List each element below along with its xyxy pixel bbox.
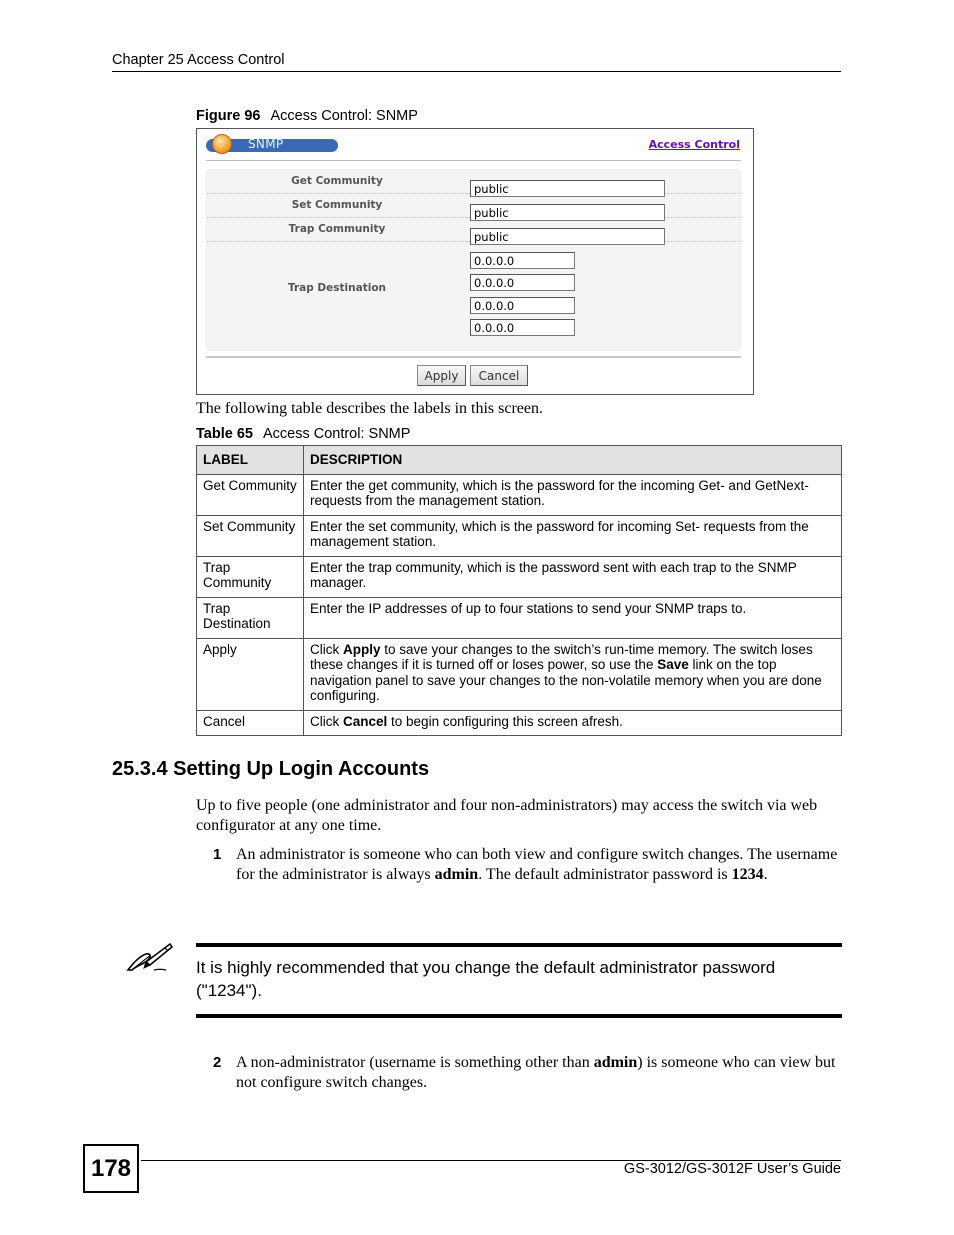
row-description xyxy=(304,710,842,736)
row-description xyxy=(304,638,842,710)
page-number: 178 xyxy=(83,1144,139,1193)
guide-title: GS-3012/GS-3012F User’s Guide xyxy=(623,1161,841,1177)
set-community-input[interactable]: public xyxy=(470,204,665,221)
access-control-link[interactable]: Access Control xyxy=(648,138,740,151)
form-row-trap-community xyxy=(207,218,740,242)
table-label: Table 65 xyxy=(196,426,253,442)
table-row xyxy=(197,556,842,597)
table-intro: The following table describes the labels in this screen. xyxy=(196,400,544,417)
note-text: It is highly recommended that you change the default administrator password ("1234"). xyxy=(196,958,776,1000)
row-label: Trap Destination xyxy=(197,597,304,638)
step-text-part: An administrator is someone who can both view and configure switch changes. The username for the administrator is always xyxy=(236,846,838,883)
running-header: Chapter 25 Access Control xyxy=(112,52,285,68)
desc-text: Click xyxy=(310,713,343,729)
row-label: Apply xyxy=(197,638,304,710)
step-bold: admin xyxy=(593,1054,638,1071)
step-number: 1 xyxy=(213,846,222,863)
step-bold: 1234 xyxy=(731,866,764,883)
trap-destination-input-4[interactable]: 0.0.0.0 xyxy=(470,319,575,336)
step-text-part: . The default administrator password is xyxy=(478,866,732,883)
note-rule xyxy=(196,943,842,947)
desc-text: to save your changes to the switch’s run-time memory. The switch loses these changes if it is turned off or loses power, so use the xyxy=(310,641,813,672)
table-row xyxy=(197,474,842,515)
table-row xyxy=(197,515,842,556)
column-header-label: LABEL xyxy=(197,446,304,475)
step-number: 2 xyxy=(213,1054,222,1071)
step-text xyxy=(236,845,841,885)
table-header-row xyxy=(197,446,842,475)
row-label: Get Community xyxy=(197,474,304,515)
trap-community-label: Trap Community xyxy=(288,223,386,235)
apply-button[interactable]: Apply xyxy=(417,365,466,386)
step-bold: admin xyxy=(434,866,479,883)
section-intro: Up to five people (one administrator and four non-administrators) may access the switch via web configurator at any one time. xyxy=(196,797,818,834)
header-rule xyxy=(112,71,841,72)
step-text xyxy=(236,1053,841,1093)
table-title: Access Control: SNMP xyxy=(262,426,411,442)
table-row xyxy=(197,710,842,736)
set-community-label: Set Community xyxy=(291,199,383,211)
trap-destination-input-1[interactable]: 0.0.0.0 xyxy=(470,252,575,269)
row-description: Enter the IP addresses of up to four stations to send your SNMP traps to. xyxy=(304,597,842,638)
step-text-part: . xyxy=(763,866,768,883)
row-description: Enter the trap community, which is the password sent with each trap to the SNMP manager. xyxy=(304,556,842,597)
snmp-form xyxy=(206,169,741,351)
desc-bold: Cancel xyxy=(343,713,388,729)
divider xyxy=(206,356,741,358)
trap-community-input[interactable]: public xyxy=(470,228,665,245)
note-rule xyxy=(196,1014,842,1018)
row-label: Trap Community xyxy=(197,556,304,597)
figure-caption xyxy=(196,108,418,124)
desc-text: link on the top navigation panel to save your changes to the non-volatile memory when you are done configuring. xyxy=(310,657,822,703)
table-row xyxy=(197,638,842,710)
trap-destination-label: Trap Destination xyxy=(287,282,387,294)
snmp-screenshot xyxy=(196,128,754,395)
form-row-trap-destination xyxy=(207,242,740,350)
desc-text: Click xyxy=(310,641,343,657)
cancel-button[interactable]: Cancel xyxy=(470,365,528,386)
table-row xyxy=(197,597,842,638)
figure-label: Figure 96 xyxy=(196,108,261,124)
desc-bold: Apply xyxy=(343,641,381,657)
desc-text: to begin configuring this screen afresh. xyxy=(387,713,623,729)
form-row-set-community xyxy=(207,194,740,218)
desc-bold: Save xyxy=(657,657,689,672)
get-community-label: Get Community xyxy=(291,175,383,187)
trap-destination-input-2[interactable]: 0.0.0.0 xyxy=(470,274,575,291)
figure-title: Access Control: SNMP xyxy=(270,108,418,124)
row-description: Enter the set community, which is the password for incoming Set- requests from the management station. xyxy=(304,515,842,556)
trap-destination-input-3[interactable]: 0.0.0.0 xyxy=(470,297,575,314)
step-text-part: A non-administrator (username is something other than xyxy=(236,1054,594,1071)
row-label: Set Community xyxy=(197,515,304,556)
get-community-input[interactable]: public xyxy=(470,180,665,197)
row-label: Cancel xyxy=(197,710,304,736)
section-heading: 25.3.4 Setting Up Login Accounts xyxy=(112,758,430,780)
note-pen-icon xyxy=(124,940,174,976)
orb-icon xyxy=(212,134,232,154)
row-description: Enter the get community, which is the password for the incoming Get- and GetNext-requests from the management station. xyxy=(304,474,842,515)
column-header-description: DESCRIPTION xyxy=(304,446,842,475)
divider xyxy=(206,160,741,161)
snmp-tab-label: SNMP xyxy=(248,137,284,151)
table-caption xyxy=(196,426,410,442)
form-row-get-community xyxy=(207,170,740,194)
step-text-part: ) is someone who can view but not configure switch changes. xyxy=(236,1054,836,1091)
description-table xyxy=(196,445,842,736)
